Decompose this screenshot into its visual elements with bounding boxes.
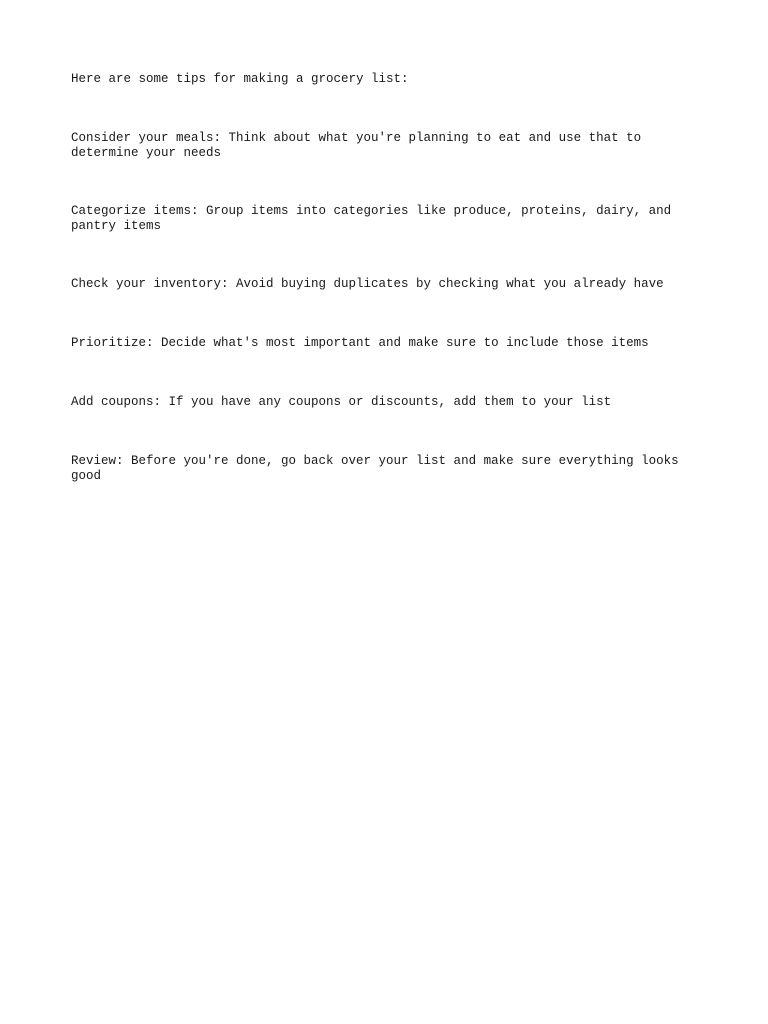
tip-categorize-items: Categorize items: Group items into categories like produce, proteins, dairy, and pantry items bbox=[71, 204, 672, 233]
tip-check-inventory: Check your inventory: Avoid buying duplicates by checking what you already have bbox=[71, 277, 664, 291]
tip-review: Review: Before you're done, go back over your list and make sure everything looks good bbox=[71, 454, 679, 483]
tip-consider-meals: Consider your meals: Think about what you're planning to eat and use that to determine your needs bbox=[71, 131, 642, 160]
intro-text: Here are some tips for making a grocery list: bbox=[71, 72, 409, 86]
tip-add-coupons: Add coupons: If you have any coupons or discounts, add them to your list bbox=[71, 395, 612, 409]
tip-prioritize: Prioritize: Decide what's most important and make sure to include those items bbox=[71, 336, 649, 350]
